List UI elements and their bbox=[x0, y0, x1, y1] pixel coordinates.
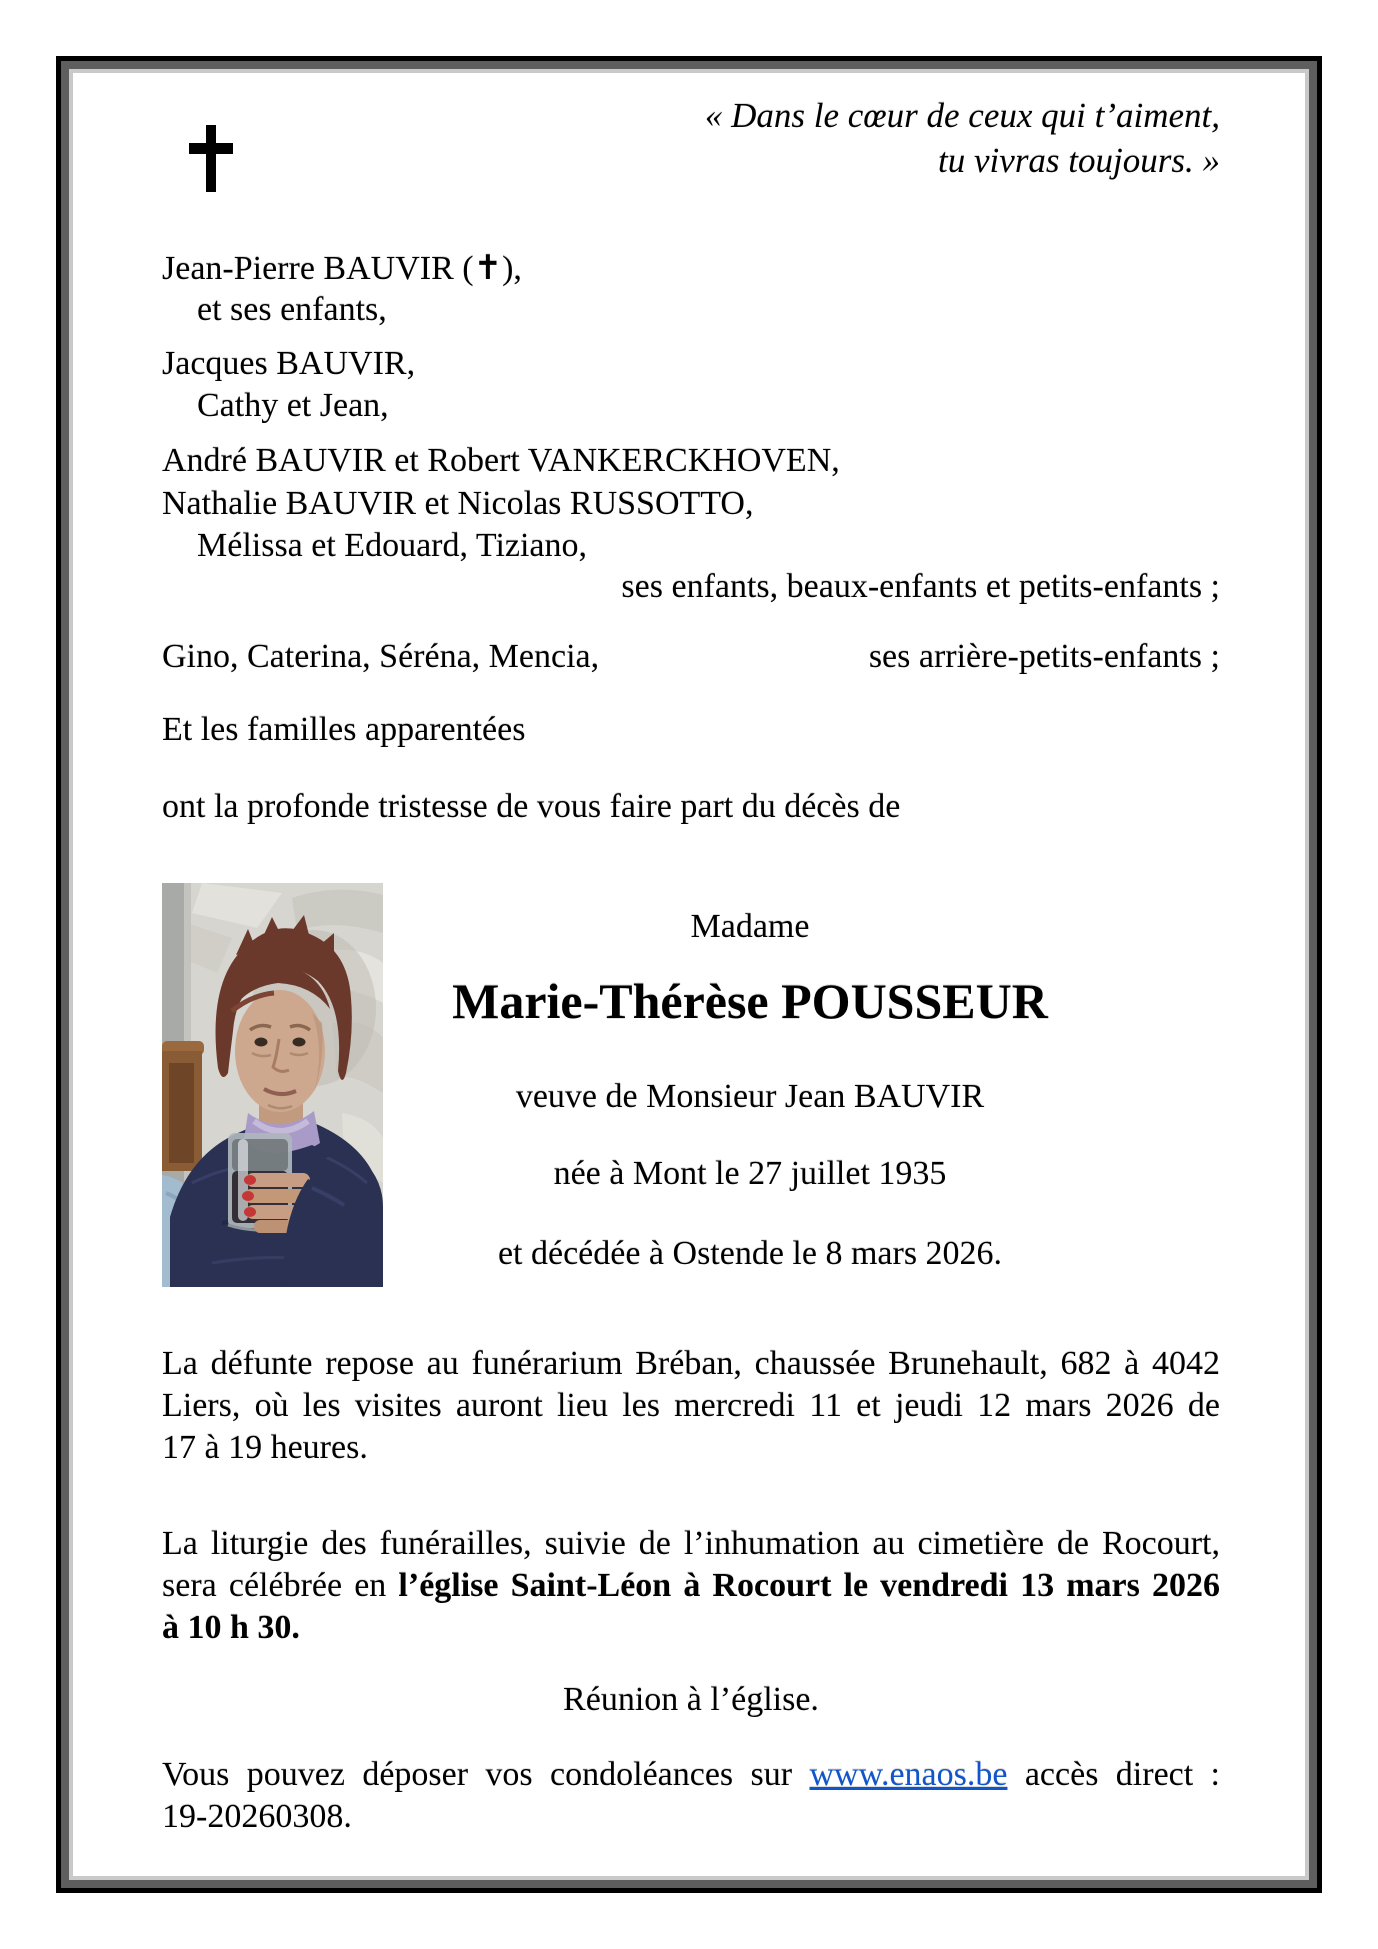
liturgy-line2-bold: l’église Saint-Léon à Rocourt le vendredi 13 mars 2026 bbox=[398, 1567, 1220, 1604]
liturgy-line3: à 10 h 30. bbox=[162, 1609, 300, 1646]
liturgy-line1: La liturgie des funérailles, suivie de l’inhumation au cimetière de Rocourt, bbox=[162, 1525, 1220, 1562]
liturgy-line2 bbox=[162, 1565, 1220, 1607]
family-line-jean-pierre-children: et ses enfants, bbox=[197, 291, 387, 328]
family-line-jacques: Jacques BAUVIR, bbox=[162, 345, 416, 382]
reunion-line: Réunion à l’église. bbox=[563, 1681, 819, 1718]
family-line-nathalie: Nathalie BAUVIR et Nicolas RUSSOTTO, bbox=[162, 485, 754, 522]
epitaph-quote-line2: tu vivras toujours. » bbox=[938, 141, 1220, 180]
family-line-jean-pierre: Jean-Pierre BAUVIR (✝), bbox=[162, 250, 522, 287]
deceased-born: née à Mont le 27 juillet 1935 bbox=[553, 1155, 947, 1192]
family-line-gino: Gino, Caterina, Séréna, Mencia, bbox=[162, 638, 600, 675]
enaos-link[interactable]: www.enaos.be bbox=[809, 1756, 1008, 1793]
deceased-died: et décédée à Ostende le 8 mars 2026. bbox=[497, 1235, 1003, 1272]
condolences-line1 bbox=[162, 1754, 1220, 1796]
deceased-name: Marie-Thérèse POUSSEUR bbox=[452, 973, 1048, 1029]
epitaph-quote bbox=[705, 93, 1220, 183]
repose-line3: 17 à 19 heures. bbox=[162, 1429, 368, 1466]
announcement-intro: ont la profonde tristesse de vous faire part du décès de bbox=[162, 788, 901, 825]
condolences-after-link: accès direct : bbox=[1024, 1756, 1221, 1793]
condolences-code: 19-20260308. bbox=[162, 1798, 352, 1835]
caption-great-grandchildren: ses arrière-petits-enfants ; bbox=[868, 638, 1220, 675]
portrait-photo bbox=[162, 883, 383, 1287]
deceased-widow-of: veuve de Monsieur Jean BAUVIR bbox=[515, 1078, 985, 1115]
repose-line2: Liers, où les visites auront lieu les mercredi 11 et jeudi 12 mars 2026 de bbox=[162, 1387, 1220, 1424]
condolences-before-link: Vous pouvez déposer vos condoléances sur bbox=[162, 1756, 793, 1793]
liturgy-line2-normal: sera célébrée en bbox=[162, 1567, 387, 1604]
repose-line1: La défunte repose au funérarium Bréban, chaussée Brunehault, 682 à 4042 bbox=[162, 1345, 1220, 1382]
caption-children: ses enfants, beaux-enfants et petits-enfants ; bbox=[621, 568, 1220, 605]
memorial-cross-icon bbox=[189, 125, 233, 192]
family-line-jacques-children: Cathy et Jean, bbox=[197, 387, 389, 424]
epitaph-quote-line1: « Dans le cœur de ceux qui t’aiment, bbox=[704, 96, 1220, 135]
deceased-title: Madame bbox=[690, 908, 810, 945]
family-line-related-families: Et les familles apparentées bbox=[162, 711, 526, 748]
family-line-andre: André BAUVIR et Robert VANKERCKHOVEN, bbox=[162, 442, 840, 479]
family-line-nathalie-children: Mélissa et Edouard, Tiziano, bbox=[197, 527, 588, 564]
portrait-photo-art bbox=[162, 883, 383, 1287]
